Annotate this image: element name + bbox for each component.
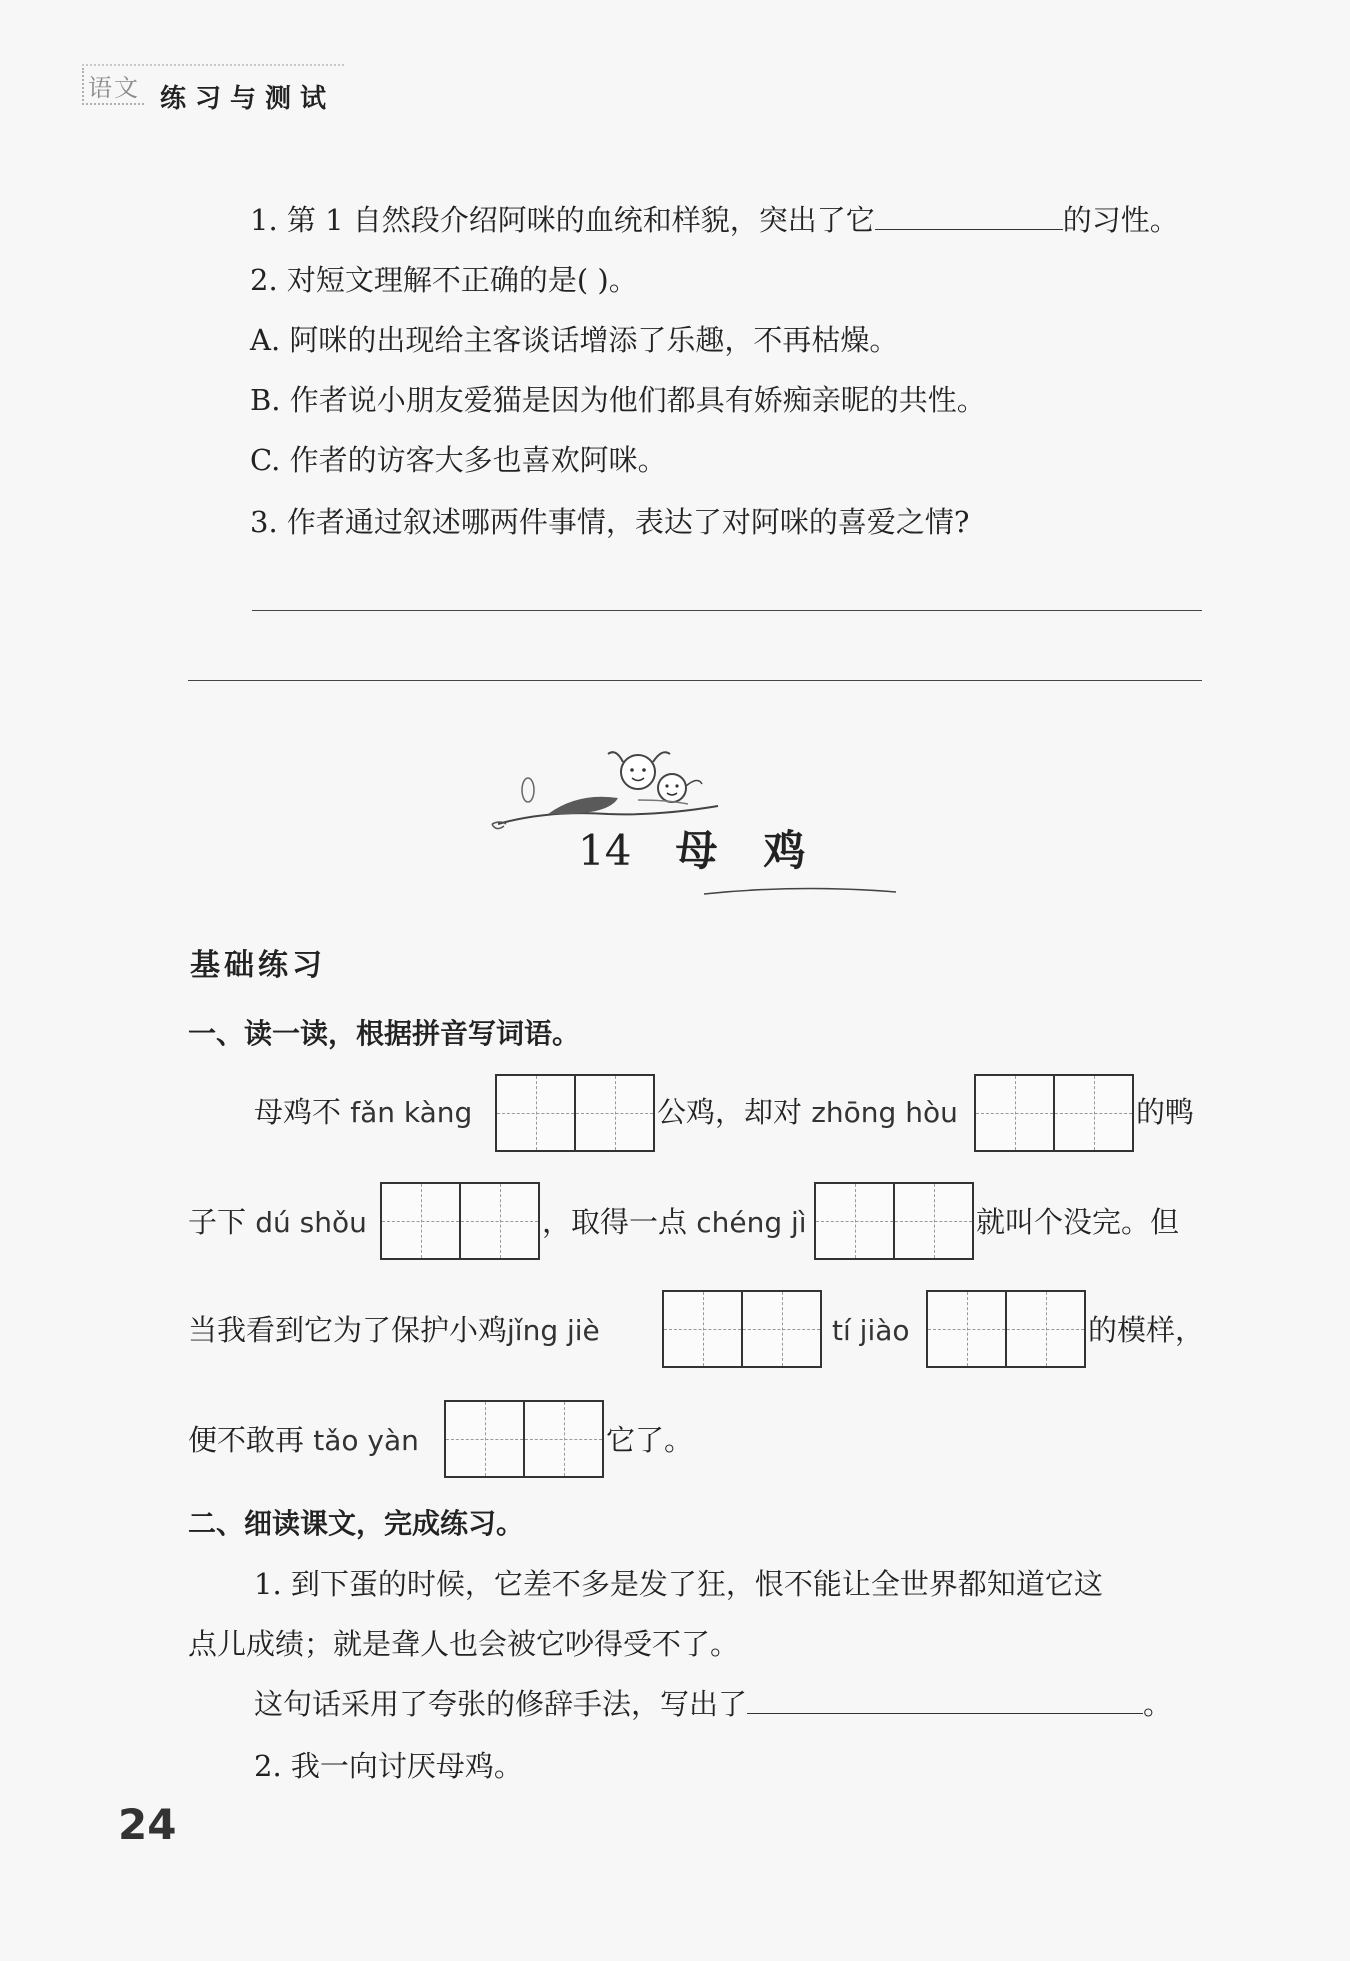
- pinyin-line-2b: [542, 1205, 807, 1239]
- text-segment: 当我看到它为了保护小鸡: [188, 1313, 508, 1347]
- writing-grid-chengji[interactable]: [814, 1182, 974, 1260]
- grid-cell[interactable]: [741, 1292, 820, 1366]
- writing-grid-fankang[interactable]: [495, 1074, 655, 1152]
- section-title: 基础练习: [190, 948, 326, 983]
- pinyin-line-1a: [254, 1095, 473, 1129]
- grid-cell[interactable]: [893, 1184, 972, 1258]
- pinyin-taoyan: tǎo yàn: [313, 1424, 419, 1457]
- grid-cell[interactable]: [1005, 1292, 1084, 1366]
- grid-cell[interactable]: [574, 1076, 653, 1150]
- writing-grid-zhonghou[interactable]: [974, 1074, 1134, 1152]
- passage-line-1: 1. 到下蛋的时候，它差不多是发了狂，恨不能让全世界都知道它这: [254, 1567, 1103, 1601]
- passage-question-blank[interactable]: [747, 1713, 1143, 1714]
- option-a: A. 阿咪的出现给主客谈话增添了乐趣，不再枯燥。: [250, 323, 899, 357]
- pinyin-line-2a: [188, 1205, 367, 1239]
- pinyin-jingjie: jǐng jiè: [507, 1314, 600, 1347]
- text-segment: 便不敢再: [188, 1423, 305, 1457]
- grid-cell[interactable]: [928, 1292, 1005, 1366]
- grid-cell[interactable]: [1053, 1076, 1132, 1150]
- lesson-name: 母鸡: [675, 826, 852, 875]
- grid-cell[interactable]: [523, 1402, 602, 1476]
- option-c: C. 作者的访客大多也喜欢阿咪。: [250, 443, 667, 477]
- lesson-title: [578, 826, 852, 875]
- pinyin-line-1b: [657, 1095, 958, 1129]
- question-1-text: 1. 第 1 自然段介绍阿咪的血统和样貌，突出了它: [250, 203, 875, 237]
- text-segment: 公鸡，却对: [657, 1095, 803, 1129]
- part-2-heading: 二、细读课文，完成练习。: [188, 1507, 525, 1540]
- part-1-heading: 一、读一读，根据拼音写词语。: [188, 1017, 581, 1050]
- passage-question: [254, 1687, 1173, 1721]
- text-segment: ，取得一点: [542, 1205, 688, 1239]
- pinyin-line-4a: [188, 1423, 419, 1457]
- grid-cell[interactable]: [816, 1184, 893, 1258]
- writing-grid-jingjie[interactable]: [662, 1290, 822, 1368]
- writing-grid-taoyan[interactable]: [444, 1400, 604, 1478]
- pinyin-tijiao: tí jiào: [832, 1314, 910, 1347]
- passage-line-2: 点儿成绩；就是聋人也会被它吵得受不了。: [188, 1627, 740, 1661]
- question-1: [250, 203, 1179, 237]
- writing-grid-tijiao[interactable]: [926, 1290, 1086, 1368]
- writing-grid-dushou[interactable]: [380, 1182, 540, 1260]
- grid-cell[interactable]: [446, 1402, 523, 1476]
- title-underline-icon: [700, 884, 900, 900]
- pinyin-line-1c: 的鸭: [1136, 1095, 1195, 1129]
- question-1-suffix: 的习性。: [1062, 203, 1179, 237]
- grid-cell[interactable]: [382, 1184, 459, 1258]
- pinyin-line-4b: 它了。: [606, 1423, 694, 1457]
- pinyin-line-2c: 就叫个没完。但: [976, 1205, 1180, 1239]
- lesson-number: 14: [578, 826, 632, 875]
- pinyin-chengji: chéng jì: [696, 1206, 807, 1239]
- answer-line-2[interactable]: [188, 680, 1202, 681]
- grid-cell[interactable]: [459, 1184, 538, 1258]
- pinyin-zhonghou: zhōng hòu: [811, 1096, 958, 1129]
- passage-question-text: 这句话采用了夸张的修辞手法，写出了: [254, 1687, 748, 1721]
- grid-cell[interactable]: [664, 1292, 741, 1366]
- passage-question-end: 。: [1143, 1687, 1173, 1721]
- pinyin-fankang: fǎn kàng: [350, 1096, 473, 1129]
- question-3: 3. 作者通过叙述哪两件事情，表达了对阿咪的喜爱之情?: [250, 505, 970, 539]
- question-2-text: 2. 我一向讨厌母鸡。: [254, 1749, 523, 1783]
- page-number: 24: [118, 1800, 177, 1849]
- kids-illustration-icon: [488, 740, 728, 840]
- pinyin-line-3c: 的模样，: [1088, 1313, 1205, 1347]
- answer-line-1[interactable]: [252, 610, 1202, 611]
- pinyin-line-3b: [832, 1316, 910, 1345]
- grid-cell[interactable]: [497, 1076, 574, 1150]
- text-segment: 母鸡不: [254, 1095, 342, 1129]
- pinyin-dushou: dú shǒu: [255, 1206, 367, 1239]
- text-segment: 子下: [188, 1205, 247, 1239]
- grid-cell[interactable]: [976, 1076, 1053, 1150]
- pinyin-line-3a: [188, 1313, 600, 1347]
- option-b: B. 作者说小朋友爱猫是因为他们都具有娇痴亲昵的共性。: [250, 383, 986, 417]
- header-dotted-rule: [82, 64, 344, 66]
- header-title: 练习与测试: [160, 84, 336, 114]
- question-1-blank[interactable]: [875, 229, 1063, 230]
- question-2: 2. 对短文理解不正确的是( )。: [250, 263, 638, 297]
- header-subject: 语文: [82, 68, 144, 105]
